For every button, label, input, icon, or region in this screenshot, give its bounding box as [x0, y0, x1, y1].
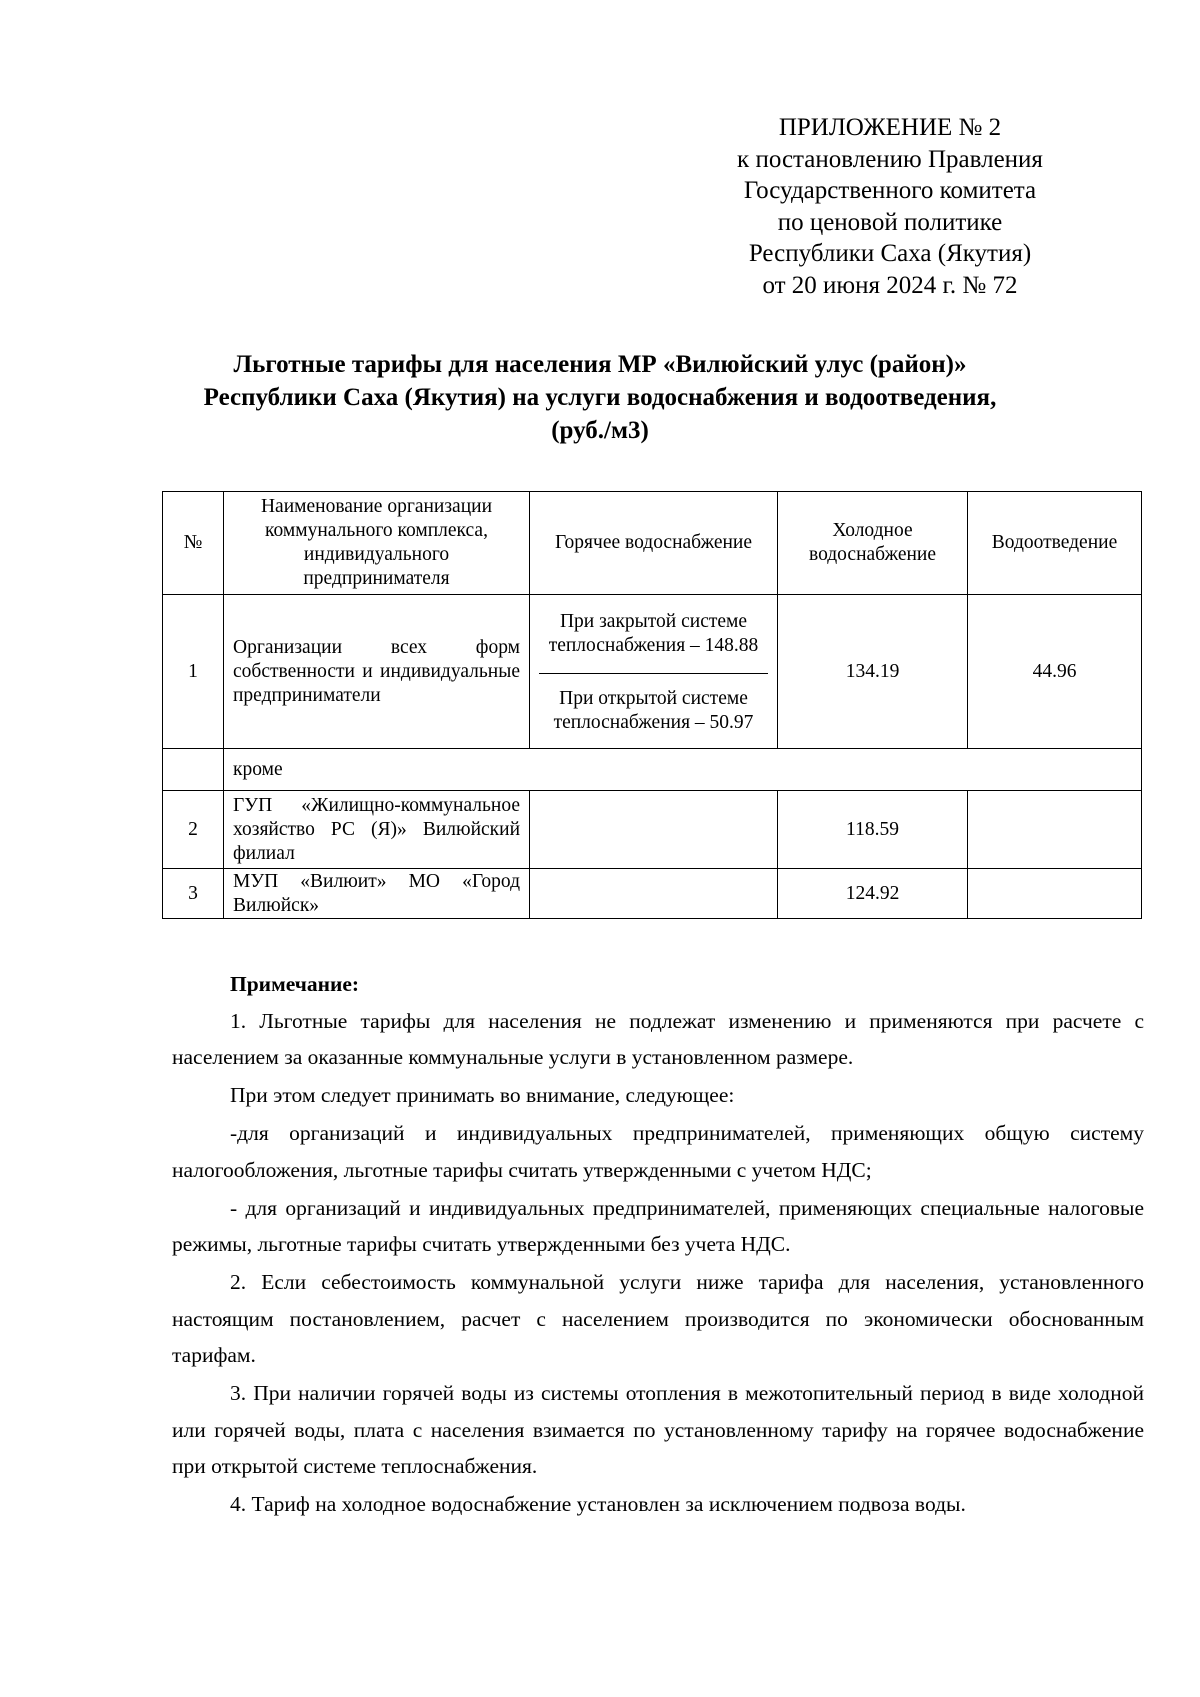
row-sewerage: 44.96: [968, 595, 1142, 749]
appendix-line: по ценовой политике: [777, 208, 1003, 236]
header-num: №: [163, 492, 224, 595]
note-paragraph: 4. Тариф на холодное водоснабжение установлен за исключением подвоза воды.: [230, 1492, 966, 1516]
table-header-row: [163, 492, 1142, 595]
note-paragraph: 1. Льготные тарифы для населения не подлежат изменению и применяются при расчете с населением за оказанные коммунальные услуги в установленном размере.: [172, 1008, 1144, 1069]
appendix-line: Государственного комитета: [743, 177, 1037, 204]
note-paragraph: - для организаций и индивидуальных предпринимателей, применяющих специальные налоговые режимы, льготные тарифы считать утвержденными без учета НДС.: [172, 1195, 1144, 1256]
table-row: [163, 791, 1142, 869]
table-row: [163, 869, 1142, 919]
notes-title: Примечание:: [230, 972, 360, 996]
note-paragraph: При этом следует принимать во внимание, следующее:: [230, 1083, 735, 1107]
tariffs-table: [162, 491, 1142, 919]
row-cold-water: 118.59: [778, 791, 968, 869]
note-paragraph: 2. Если себестоимость коммунальной услуги ниже тарифа для населения, установленного настоящим постановлением, расчет с населением производится по экономически обоснованным тарифам.: [172, 1270, 1144, 1367]
row-num: 1: [163, 595, 224, 749]
appendix-line: ПРИЛОЖЕНИЕ № 2: [778, 114, 1002, 141]
row-org: Организации всех форм собственности и индивидуальные предприниматели: [224, 595, 530, 749]
row-cold-water: 124.92: [778, 869, 968, 919]
row-org: ГУП «Жилищно-коммунальное хозяйство РС (Я)» Вилюйский филиал: [224, 791, 530, 869]
row-sewerage: [968, 791, 1142, 869]
row-hot-water: [530, 791, 778, 869]
appendix-header: [690, 112, 1090, 301]
row-cold-water: 134.19: [778, 595, 968, 749]
row-hot-water: [530, 595, 778, 749]
document-title: [150, 348, 1050, 447]
note-paragraph: -для организаций и индивидуальных предпринимателей, применяющих общую систему налогообложения, льготные тарифы считать утвержденными с учетом НДС;: [172, 1121, 1144, 1182]
title-line: (руб./м3): [551, 417, 649, 444]
hot-open-system: При открытой системе теплоснабжения – 50.97: [553, 688, 754, 733]
header-cold-water: Холодное водоснабжение: [778, 492, 968, 595]
row-except-label: кроме: [224, 749, 1142, 791]
header-hot-water: Горячее водоснабжение: [530, 492, 778, 595]
row-sewerage: [968, 869, 1142, 919]
appendix-line: от 20 июня 2024 г. № 72: [762, 271, 1018, 299]
row-org: МУП «Вилюит» МО «Город Вилюйск»: [224, 869, 530, 919]
title-line: Республики Саха (Якутия) на услуги водоснабжения и водоотведения,: [203, 384, 997, 411]
note-paragraph: 3. При наличии горячей воды из системы отопления в межотопительный период в виде холодной или горячей воды, плата с населения взимается по установленному тарифу на горячее водоснабжение при открытой системе теплоснабжения.: [172, 1381, 1144, 1478]
row-num-empty: [163, 749, 224, 791]
table-row: [163, 595, 1142, 749]
row-num: 3: [163, 869, 224, 919]
header-sewerage: Водоотведение: [968, 492, 1142, 595]
appendix-line: к постановлению Правления: [737, 145, 1043, 173]
row-num: 2: [163, 791, 224, 869]
header-org: Наименование организации коммунального комплекса, индивидуального предпринимателя: [224, 492, 530, 595]
hot-closed-system: При закрытой системе теплоснабжения – 148.88: [539, 595, 768, 674]
appendix-line: Республики Саха (Якутия): [748, 240, 1032, 267]
notes-section: [172, 966, 1144, 1524]
table-row-except: [163, 749, 1142, 791]
row-hot-water: [530, 869, 778, 919]
title-line: Льготные тарифы для населения МР «Вилюйский улус (район)»: [233, 351, 967, 378]
